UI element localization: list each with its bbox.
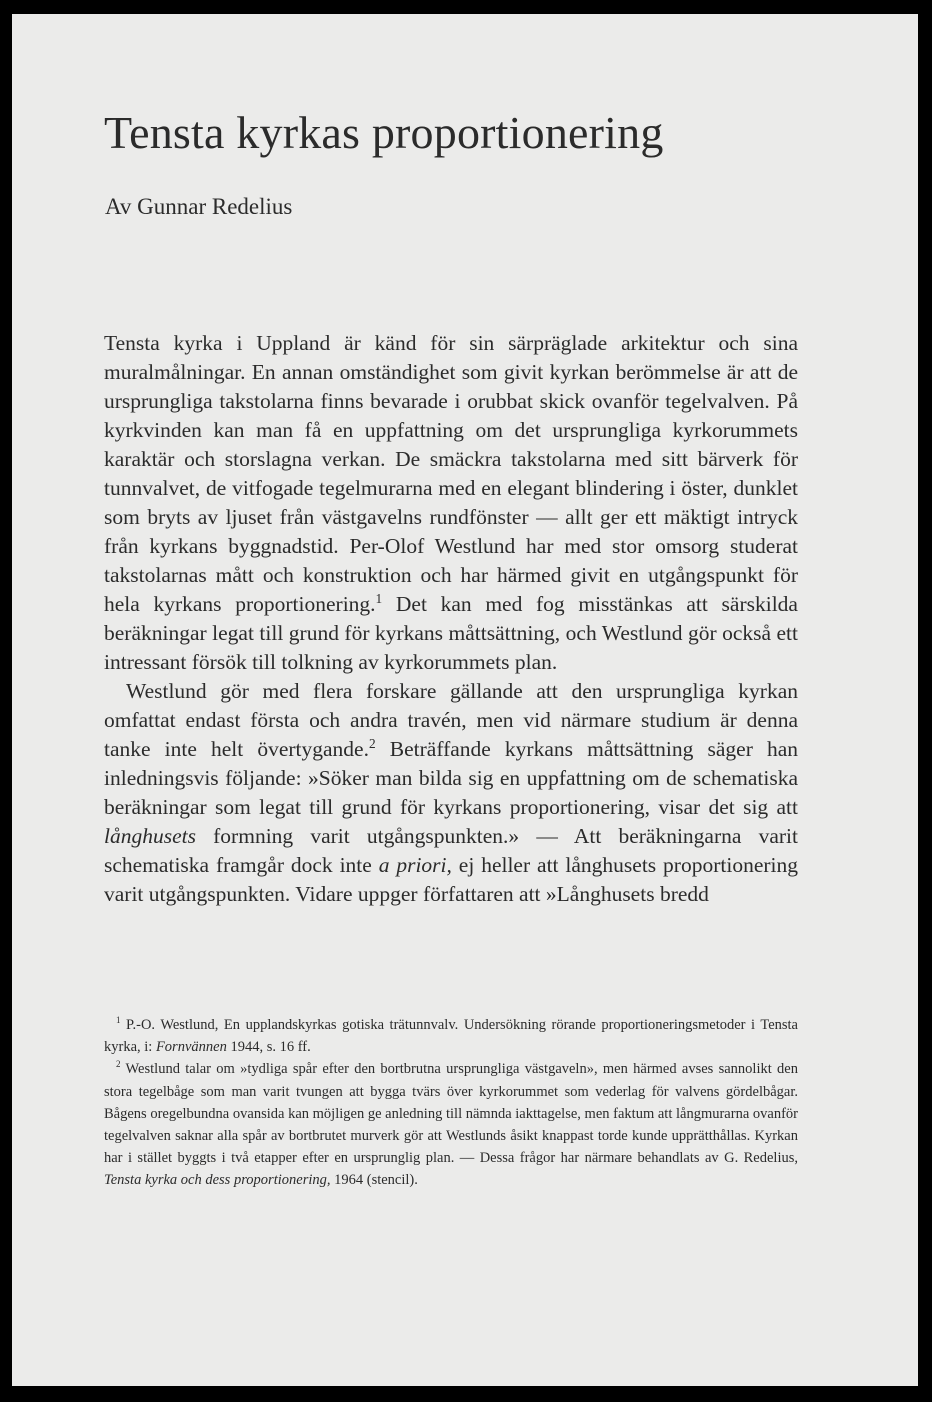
footnote-2-text-a: Westlund talar om »tydliga spår efter den bortbrutna ursprungliga västgaveln», men härmed avses sannolikt den stora tegelbåge som man varit tvungen att bygga tvärs över kyrkorummet som vederlag för valvens gördelbågar. Bågens oregelbundna ovansida kan möjligen ge anledning till nämnda iakttagelse, men faktum att långmurarna ovanför tegelvalven saknar alla spår av bortbrutet murverk gör att Westlunds åsikt knappast torde kunde upprätthållas. Kyrkan har i stället byggts i två etapper efter en ursprunglig plan. — Dessa frågor har närmare behandlats av G. Redelius, (104, 1061, 798, 1167)
paragraph-2-text-b: Beträffande kyrkans måttsättning säger han inledningsvis följande: »Söker man bilda sig en uppfattning om de schematiska beräkningar som legat till grund för kyrkans proportionering, visar det sig att (104, 737, 798, 819)
footnote-ref-1: 1 (375, 590, 383, 606)
paragraph-2-emphasis-langhusets: långhusets (104, 824, 196, 848)
paragraph-2-text-d: ej heller att långhusets proportionering varit utgångspunkten. Vidare uppger författaren att »Långhusets bredd (104, 853, 798, 906)
footnote-1 (104, 1014, 798, 1058)
footnote-2-number: 2 (116, 1059, 121, 1070)
article-body (104, 329, 798, 909)
footnote-2-text-b: 1964 (stencil). (330, 1172, 418, 1189)
article-title: Tensta kyrkas proportionering (104, 107, 664, 158)
footnotes (104, 1014, 798, 1192)
body-paragraph-2 (104, 677, 798, 909)
footnote-2 (104, 1058, 798, 1191)
footnote-ref-2: 2 (368, 735, 376, 751)
footnote-1-journal: Fornvännen (155, 1039, 227, 1056)
article-author: Av Gunnar Redelius (105, 194, 293, 219)
footnote-1-number: 1 (116, 1015, 121, 1026)
paragraph-1-text-b: Det kan med fog misstänkas att särskilda beräkningar legat till grund för kyrkans måttsättning, och Westlund gör också ett intressant försök till tolkning av kyrkorummets plan. (104, 592, 798, 674)
footnote-1-text-a: P.-O. Westlund, En upplandskyrkas gotiska trätunnvalv. Undersökning rörande proportioneringsmetoder i Tensta kyrka, i: (104, 1017, 798, 1056)
footnote-2-work-title: Tensta kyrka och dess proportionering, (104, 1172, 331, 1189)
paragraph-2-text-c: formning varit utgångspunkten.» — Att beräkningarna varit schematiska framgår dock inte (104, 824, 798, 877)
paragraph-2-text-a: Westlund gör med flera forskare gällande att den ursprungliga kyrkan omfattat endast första och andra travén, men vid närmare studium är denna tanke inte helt övertygande. (104, 679, 798, 761)
paragraph-1-text-a: Tensta kyrka i Uppland är känd för sin särpräglade arkitektur och sina muralmålningar. En annan omständighet som givit kyrkan berömmelse är att de ursprungliga takstolarna finns bevarade i orubbat skick ovanför tegelvalven. På kyrkvinden kan man få en uppfattning om det ursprungliga kyrkorummets karaktär och storslagna verkan. De smäckra takstolarna med sitt bärverk för tunnvalvet, de vitfogade tegelmurarna med en elegant blindering i öster, dunklet som bryts av ljuset från västgavelns rundfönster — allt ger ett mäktigt intryck från kyrkans byggnadstid. Per-Olof Westlund har med stor omsorg studerat takstolarnas mått och konstruktion och har härmed givit en utgångspunkt för hela kyrkans proportionering. (104, 331, 798, 616)
document-page (12, 14, 918, 1386)
paragraph-2-emphasis-a-priori: a priori, (378, 853, 452, 877)
body-paragraph-1 (104, 329, 798, 677)
footnote-1-text-b: 1944, s. 16 ff. (226, 1039, 311, 1056)
